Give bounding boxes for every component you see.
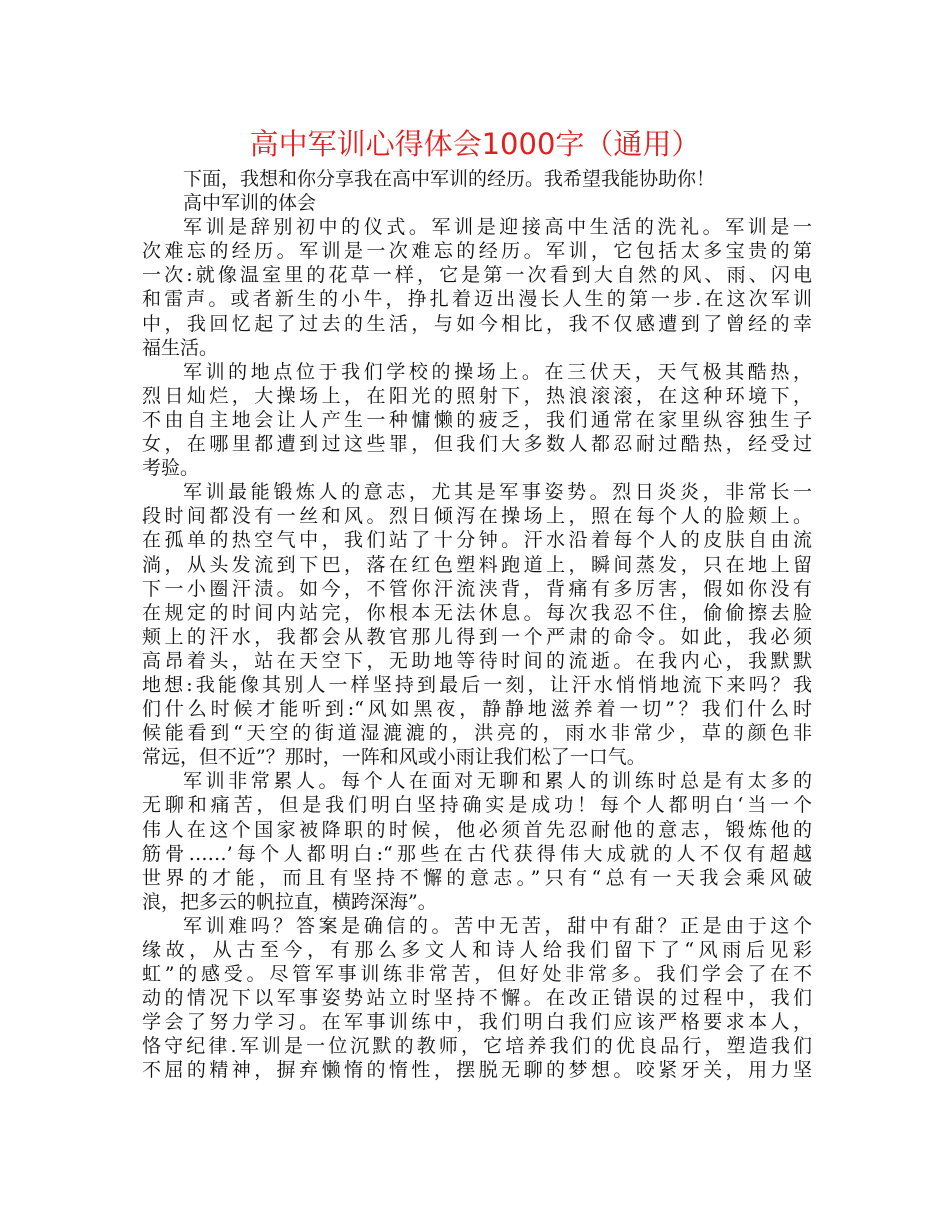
text-line: 伟人在这个国家被降职的时候，他必须首先忍耐他的意志，锻炼他的 [142, 818, 812, 841]
text-line: 不屈的精神，摒弃懒惰的惰性，摆脱无聊的梦想。咬紧牙关，用力坚 [142, 1059, 812, 1082]
text-line: 学会了努力学习。在军事训练中，我们明白我们应该严格要求本人， [142, 1011, 812, 1034]
text-line: 无聊和痛苦，但是我们明白坚持确实是成功！每个人都明白‘当一个 [142, 794, 812, 817]
text-line: 高中军训的体会 [183, 192, 317, 215]
text-line: 军训难吗？答案是确信的。苦中无苦，甜中有甜？正是由于这个 [183, 914, 812, 937]
text-line: 军训非常累人。每个人在面对无聊和累人的训练时总是有太多的 [183, 770, 812, 793]
text-line: 中，我回忆起了过去的生活，与如今相比，我不仅感遭到了曾经的幸 [142, 312, 812, 335]
text-line: 和雷声。或者新生的小牛，挣扎着迈出漫长人生的第一步.在这次军训 [142, 288, 812, 311]
text-line: 颊上的汗水，我都会从教官那儿得到一个严肃的命令。如此，我必须 [142, 625, 812, 648]
text-line: 常远，但不近”？那时，一阵和风或小雨让我们松了一口气。 [142, 746, 646, 769]
text-line: 淌，从头发流到下巴，落在红色塑料跑道上，瞬间蒸发，只在地上留 [142, 553, 812, 576]
text-line: 下一小圈汗渍。如今，不管你汗流浃背，背痛有多厉害，假如你没有 [142, 577, 812, 600]
text-line: 动的情况下以军事姿势站立时坚持不懈。在改正错误的过程中，我们 [142, 987, 812, 1010]
text-line: 们什么时候才能听到:“风如黑夜，静静地滋养着一切”？我们什么时 [142, 698, 812, 721]
text-line: 在孤单的热空气中，我们站了十分钟。汗水沿着每个人的皮肤自由流 [142, 529, 812, 552]
text-line: 军训的地点位于我们学校的操场上。在三伏天，天气极其酷热， [183, 360, 812, 383]
text-line: 缘故，从古至今，有那么多文人和诗人给我们留下了“风雨后见彩 [142, 939, 812, 961]
text-line: 军训最能锻炼人的意志，尤其是军事姿势。烈日炎炎，非常长一 [183, 481, 812, 504]
document-title: 高中军训心得体会1000字（通用） [249, 127, 701, 161]
text-line: 候能看到“天空的街道湿漉漉的，洪亮的，雨水非常少，草的颜色非 [142, 722, 812, 745]
text-line: 考验。 [142, 457, 200, 480]
document-body [142, 167, 812, 1083]
text-line: 世界的才能，而且有坚持不懈的意志。”只有“总有一天我会乘风破 [142, 866, 812, 889]
text-line: 在规定的时间内站完，你根本无法休息。每次我忍不住，偷偷擦去脸 [142, 601, 812, 624]
text-line: 不由自主地会让人产生一种慵懒的疲乏，我们通常在家里纵容独生子 [142, 408, 812, 431]
text-line: 下面，我想和你分享我在高中军训的经历。我希望我能协助你！ [183, 168, 716, 190]
text-line: 筋骨……’每个人都明白:“那些在古代获得伟大成就的人不仅有超越 [142, 842, 812, 865]
text-line: 高昂着头，站在天空下，无助地等待时间的流逝。在我内心，我默默 [142, 649, 812, 672]
text-line: 地想:我能像其别人一样坚持到最后一刻，让汗水悄悄地流下来吗？我 [142, 673, 812, 696]
text-line: 军训是辞别初中的仪式。军训是迎接高中生活的洗礼。军训是一 [183, 216, 812, 239]
text-line: 次难忘的经历。军训是一次难忘的经历。军训，它包括太多宝贵的第 [142, 240, 812, 263]
text-line: 女，在哪里都遭到过这些罪，但我们大多数人都忍耐过酷热，经受过 [142, 433, 812, 456]
text-line: 烈日灿烂，大操场上，在阳光的照射下，热浪滚滚，在这种环境下， [142, 384, 812, 407]
text-line: 恪守纪律.军训是一位沉默的教师，它培养我们的优良品行，塑造我们 [142, 1035, 812, 1058]
text-line: 浪，把多云的帆拉直，横跨深海”。 [142, 890, 437, 913]
text-line: 段时间都没有一丝和风。烈日倾泻在操场上，照在每个人的脸颊上。 [142, 505, 812, 528]
text-line: 一次:就像温室里的花草一样，它是第一次看到大自然的风、雨、闪电 [142, 264, 812, 287]
text-line: 福生活。 [142, 336, 219, 359]
text-line: 虹”的感受。尽管军事训练非常苦，但好处非常多。我们学会了在不 [142, 963, 812, 986]
